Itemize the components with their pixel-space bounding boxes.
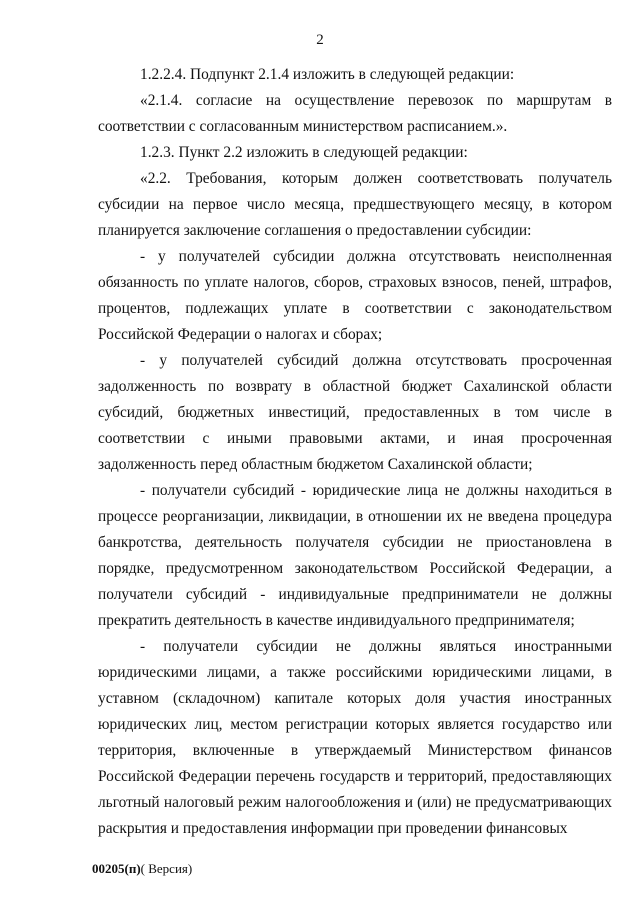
- document-footer: [92, 861, 192, 877]
- paragraph-1-2-3: 1.2.3. Пункт 2.2 изложить в следующей редакции:: [140, 144, 468, 161]
- paragraph-requirement-taxes: - у получателей субсидии должна отсутствовать неисполненная обязанность по уплате налогов, сборов, страховых взносов, пеней, штрафов, процентов, подлежащих уплате в соответствии с законодательством Российской Федерации о налогах и сборах;: [98, 248, 612, 343]
- paragraph-requirement-debt: - у получателей субсидий должна отсутствовать просроченная задолженность по возврату в областной бюджет Сахалинской области субсидий, бюджетных инвестиций, предоставленных в том числе в соответствии с иными правовыми актами, и иная просроченная задолженность перед областным бюджетом Сахалинской области;: [98, 352, 612, 473]
- document-version: ( Версия): [140, 861, 193, 876]
- document-body: [98, 62, 612, 842]
- page-number: 2: [316, 32, 324, 48]
- paragraph-1-2-2-4: 1.2.2.4. Подпункт 2.1.4 изложить в следующей редакции:: [140, 66, 515, 83]
- paragraph-2-2: «2.2. Требования, которым должен соответствовать получатель субсидии на первое число месяца, предшествующего месяцу, в котором планируется заключение соглашения о предоставлении субсидии:: [98, 170, 612, 239]
- paragraph-requirement-reorganization: - получатели субсидий - юридические лица не должны находиться в процессе реорганизации, ликвидации, в отношении их не введена процедура банкротства, деятельность получателя субсидии не приостановлена в порядке, предусмотренном законодательством Российской Федерации, а получатели субсидий - индивидуальные предприниматели не должны прекратить деятельность в качестве индивидуального предпринимателя;: [98, 482, 612, 629]
- document-code: 00205(п): [92, 861, 141, 876]
- paragraph-requirement-foreign: - получатели субсидии не должны являться иностранными юридическими лицами, а также российскими юридическими лицами, в уставном (складочном) капитале которых доля участия иностранных юридических лиц, местом регистрации которых является государство или территория, включенные в утверждаемый Министерством финансов Российской Федерации перечень государств и территорий, предоставляющих льготный налоговый режим налогообложения и (или) не предусматривающих раскрытия и предоставления информации при проведении финансовых: [98, 638, 612, 837]
- paragraph-2-1-4: «2.1.4. согласие на осуществление перевозок по маршрутам в соответствии с согласованным министерством расписанием.».: [98, 92, 612, 135]
